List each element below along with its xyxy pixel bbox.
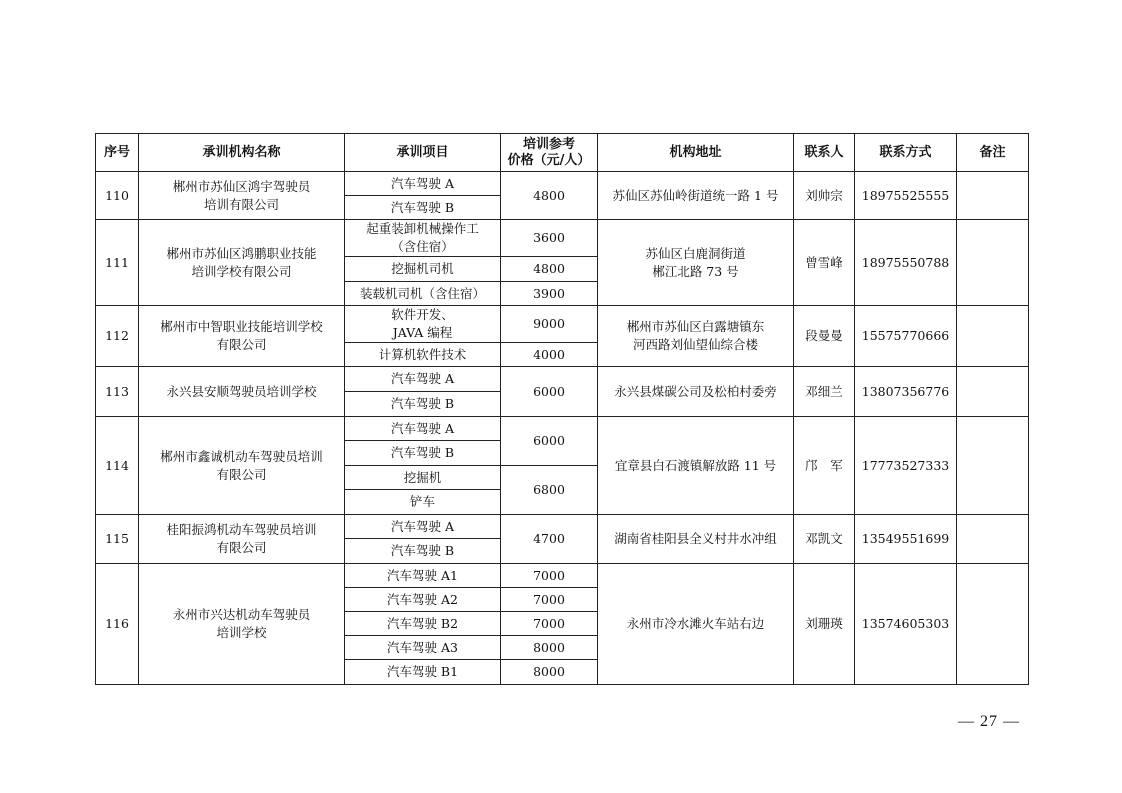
row-institution-name: 桂阳振鸿机动车驾驶员培训 有限公司 [139, 515, 345, 564]
training-institutions-table [95, 133, 1029, 685]
table-row [96, 417, 1029, 441]
table-row [96, 220, 1029, 257]
table-header-row [96, 134, 1029, 172]
row-institution-name: 郴州市鑫诚机动车驾驶员培训 有限公司 [139, 417, 345, 515]
row-training-item: 汽车驾驶 B [345, 392, 501, 417]
header-contact-person: 联系人 [794, 134, 855, 172]
row-training-item: 汽车驾驶 B2 [345, 612, 501, 636]
row-training-item: 汽车驾驶 B [345, 539, 501, 564]
row-contact-person: 刘珊瑛 [794, 564, 855, 685]
row-price: 6800 [501, 466, 598, 515]
row-note [957, 515, 1029, 564]
row-address: 永兴县煤碳公司及松柏村委旁 [598, 367, 794, 417]
row-note [957, 367, 1029, 417]
row-price: 4700 [501, 515, 598, 564]
row-contact-person: 段曼曼 [794, 306, 855, 367]
row-training-item: 软件开发、 JAVA 编程 [345, 306, 501, 343]
row-phone: 13549551699 [855, 515, 957, 564]
row-address: 永州市冷水滩火车站右边 [598, 564, 794, 685]
row-training-item: 汽车驾驶 A2 [345, 588, 501, 612]
row-phone: 18975550788 [855, 220, 957, 306]
header-address: 机构地址 [598, 134, 794, 172]
row-phone: 13807356776 [855, 367, 957, 417]
row-training-item: 汽车驾驶 A1 [345, 564, 501, 588]
table-row [96, 564, 1029, 588]
row-note [957, 564, 1029, 685]
row-training-item: 汽车驾驶 B [345, 196, 501, 220]
header-price: 培训参考 价格（元/人） [501, 134, 598, 172]
row-institution-name: 郴州市中智职业技能培训学校 有限公司 [139, 306, 345, 367]
row-phone: 15575770666 [855, 306, 957, 367]
row-training-item: 汽车驾驶 A3 [345, 636, 501, 660]
row-phone: 18975525555 [855, 172, 957, 220]
row-price: 7000 [501, 612, 598, 636]
row-note [957, 172, 1029, 220]
row-training-item: 挖掘机 [345, 466, 501, 490]
row-price: 7000 [501, 588, 598, 612]
row-phone: 13574605303 [855, 564, 957, 685]
row-training-item: 汽车驾驶 A [345, 417, 501, 441]
row-training-item: 起重装卸机械操作工 （含住宿） [345, 220, 501, 257]
row-seq: 111 [96, 220, 139, 306]
row-price: 4000 [501, 343, 598, 367]
row-price: 3900 [501, 282, 598, 306]
row-contact-person: 邓细兰 [794, 367, 855, 417]
row-institution-name: 永州市兴达机动车驾驶员 培训学校 [139, 564, 345, 685]
header-phone: 联系方式 [855, 134, 957, 172]
row-price: 3600 [501, 220, 598, 257]
header-training-item: 承训项目 [345, 134, 501, 172]
row-training-item: 汽车驾驶 B1 [345, 660, 501, 685]
row-training-item: 汽车驾驶 A [345, 367, 501, 392]
row-seq: 116 [96, 564, 139, 685]
row-price: 4800 [501, 257, 598, 282]
row-note [957, 417, 1029, 515]
row-training-item: 汽车驾驶 B [345, 441, 501, 466]
table-row [96, 306, 1029, 343]
row-address: 宜章县白石渡镇解放路 11 号 [598, 417, 794, 515]
row-training-item: 装载机司机（含住宿） [345, 282, 501, 306]
row-seq: 112 [96, 306, 139, 367]
row-training-item: 汽车驾驶 A [345, 515, 501, 539]
row-price: 9000 [501, 306, 598, 343]
header-note: 备注 [957, 134, 1029, 172]
row-address: 郴州市苏仙区白露塘镇东 河西路刘仙望仙综合楼 [598, 306, 794, 367]
row-contact-person: 刘帅宗 [794, 172, 855, 220]
header-institution-name: 承训机构名称 [139, 134, 345, 172]
row-phone: 17773527333 [855, 417, 957, 515]
row-training-item: 计算机软件技术 [345, 343, 501, 367]
row-contact-person: 邝 军 [794, 417, 855, 515]
row-price: 4800 [501, 172, 598, 220]
row-seq: 110 [96, 172, 139, 220]
row-address: 苏仙区白鹿洞街道 郴江北路 73 号 [598, 220, 794, 306]
table-row [96, 172, 1029, 196]
table-row [96, 515, 1029, 539]
row-price: 8000 [501, 660, 598, 685]
row-training-item: 挖掘机司机 [345, 257, 501, 282]
row-contact-person: 邓凯文 [794, 515, 855, 564]
row-seq: 114 [96, 417, 139, 515]
row-contact-person: 曾雪峰 [794, 220, 855, 306]
row-institution-name: 郴州市苏仙区鸿鹏职业技能 培训学校有限公司 [139, 220, 345, 306]
row-seq: 113 [96, 367, 139, 417]
page-number: — 27 — [958, 713, 1020, 730]
row-training-item: 铲车 [345, 490, 501, 515]
row-address: 湖南省桂阳县全义村井水冲组 [598, 515, 794, 564]
row-training-item: 汽车驾驶 A [345, 172, 501, 196]
row-institution-name: 郴州市苏仙区鸿宇驾驶员 培训有限公司 [139, 172, 345, 220]
table-row [96, 367, 1029, 392]
row-address: 苏仙区苏仙岭街道统一路 1 号 [598, 172, 794, 220]
row-price: 6000 [501, 367, 598, 417]
row-note [957, 306, 1029, 367]
row-price: 6000 [501, 417, 598, 466]
header-seq: 序号 [96, 134, 139, 172]
row-price: 7000 [501, 564, 598, 588]
row-note [957, 220, 1029, 306]
row-seq: 115 [96, 515, 139, 564]
row-price: 8000 [501, 636, 598, 660]
row-institution-name: 永兴县安顺驾驶员培训学校 [139, 367, 345, 417]
